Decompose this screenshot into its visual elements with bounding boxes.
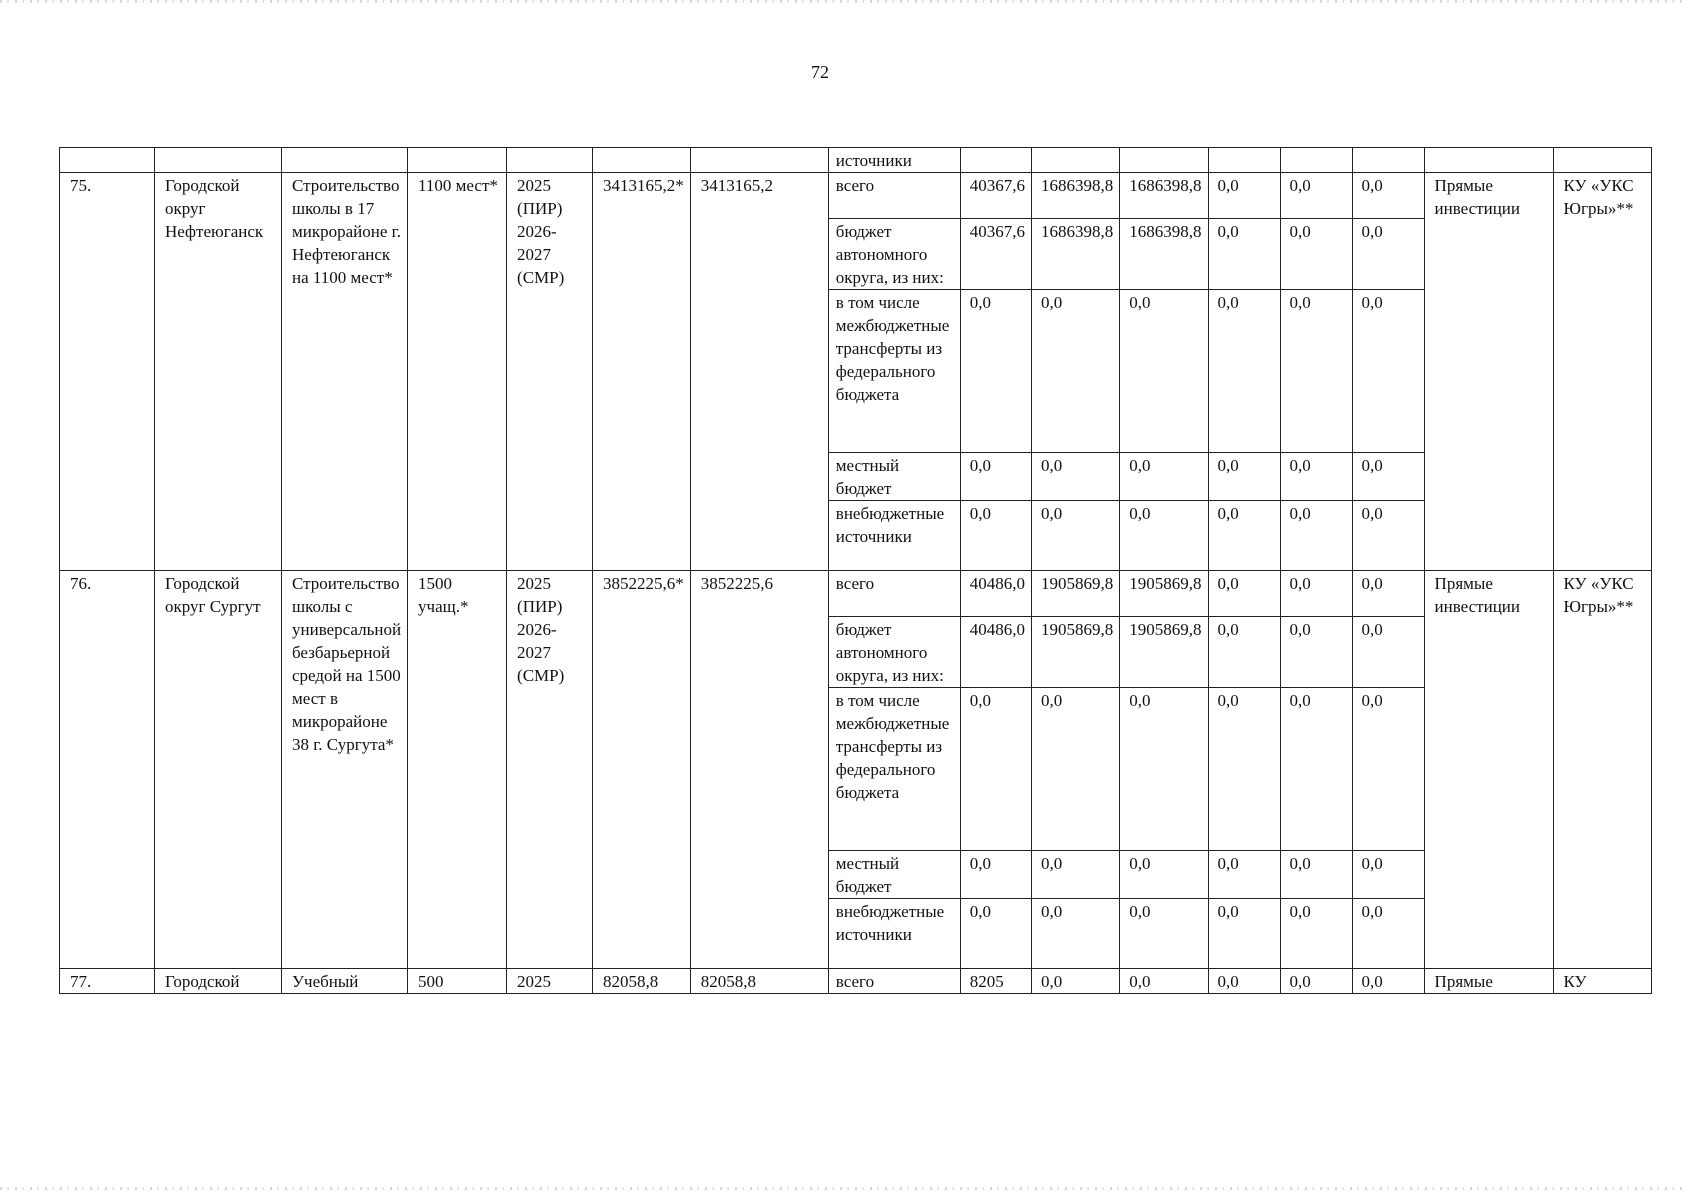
cell-amount: 0,0 — [1120, 290, 1208, 453]
cell-capacity: 1100 мест* — [408, 173, 507, 571]
cell-territory: Городской — [155, 969, 282, 994]
cell-source: всего — [828, 969, 960, 994]
cell-territory: Городской округ Нефтеюганск — [155, 173, 282, 571]
cell-remaining-cost: 82058,8 — [690, 969, 828, 994]
cell-amount: 0,0 — [1352, 501, 1424, 571]
cell-source: местный бюджет — [828, 851, 960, 899]
cell-amount: 0,0 — [1208, 617, 1280, 688]
cell-empty — [1352, 148, 1424, 173]
cell-amount: 1686398,8 — [1032, 173, 1120, 219]
cell-amount: 1905869,8 — [1120, 571, 1208, 617]
cell-amount: 0,0 — [1280, 688, 1352, 851]
cell-amount: 0,0 — [1032, 453, 1120, 501]
cell-amount: 0,0 — [960, 290, 1031, 453]
cell-empty — [1424, 148, 1553, 173]
cell-estimated-cost: 82058,8 — [593, 969, 691, 994]
cell-empty — [408, 148, 507, 173]
cell-amount: 8205 — [960, 969, 1031, 994]
cell-amount: 0,0 — [1032, 290, 1120, 453]
cell-amount: 0,0 — [1032, 899, 1120, 969]
cell-object-name: Строительство школы с универсальной безбарьерной средой на 1500 мест в микрорайоне 38 г. Сургута* — [282, 571, 408, 969]
cell-row-number: 75. — [60, 173, 155, 571]
cell-source: всего — [828, 173, 960, 219]
cell-source: источники — [828, 148, 960, 173]
cell-row-number: 77. — [60, 969, 155, 994]
cell-period: 2025 (ПИР) 2026-2027 (СМР) — [507, 173, 593, 571]
cell-amount: 0,0 — [1208, 688, 1280, 851]
cell-amount: 0,0 — [1352, 688, 1424, 851]
cell-empty — [690, 148, 828, 173]
cell-amount: 0,0 — [1280, 851, 1352, 899]
cell-empty — [282, 148, 408, 173]
cell-amount: 0,0 — [1120, 501, 1208, 571]
cell-source: бюджет автономного округа, из них: — [828, 617, 960, 688]
cell-amount: 0,0 — [1120, 969, 1208, 994]
cell-mechanism: Прямые — [1424, 969, 1553, 994]
cell-amount: 1905869,8 — [1120, 617, 1208, 688]
cell-source: местный бюджет — [828, 453, 960, 501]
table-row — [60, 173, 1652, 219]
cell-object-name: Учебный — [282, 969, 408, 994]
cell-amount: 0,0 — [1352, 219, 1424, 290]
cell-amount: 0,0 — [960, 688, 1031, 851]
cell-amount: 1905869,8 — [1032, 617, 1120, 688]
cell-mechanism: Прямые инвестиции — [1424, 173, 1553, 571]
cell-customer: КУ «УКС Югры»** — [1553, 571, 1651, 969]
cell-amount: 0,0 — [960, 851, 1031, 899]
scan-edge-top — [0, 0, 1686, 3]
cell-amount: 1686398,8 — [1120, 173, 1208, 219]
cell-source: внебюджетные источники — [828, 899, 960, 969]
cell-empty — [507, 148, 593, 173]
cell-period: 2025 — [507, 969, 593, 994]
cell-amount: 0,0 — [1352, 173, 1424, 219]
cell-capacity: 1500 учащ.* — [408, 571, 507, 969]
cell-amount: 0,0 — [1280, 453, 1352, 501]
cell-amount: 0,0 — [1280, 501, 1352, 571]
cell-amount: 40486,0 — [960, 617, 1031, 688]
cell-amount: 0,0 — [1120, 851, 1208, 899]
cell-amount: 0,0 — [1352, 571, 1424, 617]
cell-amount: 0,0 — [1352, 899, 1424, 969]
cell-source: бюджет автономного округа, из них: — [828, 219, 960, 290]
cell-capacity: 500 — [408, 969, 507, 994]
cell-mechanism: Прямые инвестиции — [1424, 571, 1553, 969]
cell-amount: 0,0 — [1208, 899, 1280, 969]
cell-amount: 0,0 — [1280, 219, 1352, 290]
cell-amount: 0,0 — [1032, 851, 1120, 899]
cell-customer: КУ «УКС Югры»** — [1553, 173, 1651, 571]
cell-amount: 40486,0 — [960, 571, 1031, 617]
cell-amount: 0,0 — [1208, 851, 1280, 899]
cell-amount: 0,0 — [960, 501, 1031, 571]
cell-customer: КУ — [1553, 969, 1651, 994]
cell-amount: 0,0 — [1032, 969, 1120, 994]
cell-empty — [1032, 148, 1120, 173]
table-body — [60, 148, 1652, 994]
cell-amount: 0,0 — [1280, 899, 1352, 969]
table-row — [60, 571, 1652, 617]
cell-amount: 0,0 — [1352, 290, 1424, 453]
cell-territory: Городской округ Сургут — [155, 571, 282, 969]
table-row-continuation — [60, 148, 1652, 173]
cell-amount: 0,0 — [1120, 453, 1208, 501]
cell-empty — [155, 148, 282, 173]
cell-amount: 0,0 — [1208, 173, 1280, 219]
cell-source: внебюджетные источники — [828, 501, 960, 571]
cell-amount: 0,0 — [960, 899, 1031, 969]
cell-amount: 0,0 — [1120, 899, 1208, 969]
cell-amount: 0,0 — [1280, 617, 1352, 688]
cell-amount: 0,0 — [1280, 290, 1352, 453]
cell-empty — [1208, 148, 1280, 173]
cell-estimated-cost: 3413165,2* — [593, 173, 691, 571]
cell-amount: 0,0 — [1352, 617, 1424, 688]
cell-object-name: Строительство школы в 17 микрорайоне г. Нефтеюганск на 1100 мест* — [282, 173, 408, 571]
cell-amount: 0,0 — [960, 453, 1031, 501]
cell-amount: 0,0 — [1280, 969, 1352, 994]
cell-amount: 0,0 — [1352, 453, 1424, 501]
cell-empty — [593, 148, 691, 173]
cell-estimated-cost: 3852225,6* — [593, 571, 691, 969]
cell-remaining-cost: 3852225,6 — [690, 571, 828, 969]
cell-source: в том числе межбюджетные трансферты из федерального бюджета — [828, 688, 960, 851]
cell-amount: 0,0 — [1032, 501, 1120, 571]
cell-empty — [1553, 148, 1651, 173]
cell-empty — [1120, 148, 1208, 173]
cell-amount: 40367,6 — [960, 173, 1031, 219]
cell-source: в том числе межбюджетные трансферты из федерального бюджета — [828, 290, 960, 453]
investment-objects-table — [59, 147, 1652, 994]
cell-empty — [1280, 148, 1352, 173]
cell-row-number: 76. — [60, 571, 155, 969]
cell-amount: 0,0 — [1280, 571, 1352, 617]
cell-amount: 0,0 — [1208, 453, 1280, 501]
cell-amount: 0,0 — [1120, 688, 1208, 851]
cell-period: 2025 (ПИР) 2026-2027 (СМР) — [507, 571, 593, 969]
cell-amount: 0,0 — [1208, 501, 1280, 571]
cell-amount: 0,0 — [1280, 173, 1352, 219]
table-row — [60, 969, 1652, 994]
cell-amount: 0,0 — [1208, 290, 1280, 453]
cell-amount: 1686398,8 — [1120, 219, 1208, 290]
cell-amount: 40367,6 — [960, 219, 1031, 290]
cell-amount: 0,0 — [1352, 969, 1424, 994]
cell-amount: 0,0 — [1032, 688, 1120, 851]
scan-edge-bottom — [0, 1187, 1686, 1190]
cell-amount: 0,0 — [1352, 851, 1424, 899]
cell-remaining-cost: 3413165,2 — [690, 173, 828, 571]
cell-amount: 0,0 — [1208, 571, 1280, 617]
cell-empty — [960, 148, 1031, 173]
page-number: 72 — [811, 62, 829, 82]
cell-amount: 0,0 — [1208, 219, 1280, 290]
cell-source: всего — [828, 571, 960, 617]
cell-empty — [60, 148, 155, 173]
cell-amount: 0,0 — [1208, 969, 1280, 994]
cell-amount: 1905869,8 — [1032, 571, 1120, 617]
cell-amount: 1686398,8 — [1032, 219, 1120, 290]
